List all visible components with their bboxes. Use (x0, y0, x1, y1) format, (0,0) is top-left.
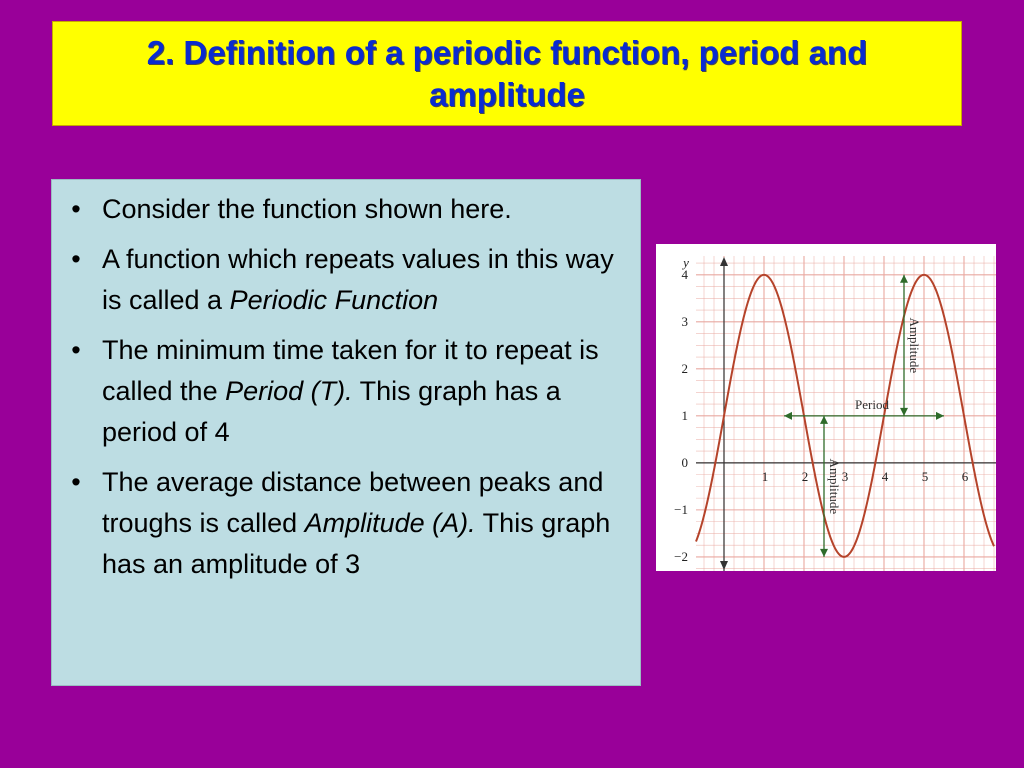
bullet-text-tail: This graph has an amplitude of 3 (102, 508, 611, 579)
bullet-amplitude (66, 462, 636, 585)
bullet-text-tail: This graph has a period of 4 (102, 376, 561, 447)
bullet-text: A function which repeats values in this way is called a (102, 244, 614, 315)
bullet-dot-icon: • (71, 244, 81, 274)
slide-title-line-2: amplitude (429, 75, 585, 113)
bullet-text: Consider the function shown here. (102, 194, 512, 224)
period-label: Period (855, 396, 889, 412)
x-tick-label: 2 (801, 468, 809, 484)
amplitude-lower-arrow-up-icon (820, 416, 828, 424)
period-arrow-right-icon (936, 412, 944, 420)
slide-title-line-1: 2. Definition of a periodic function, period and (146, 33, 868, 71)
bullet-consider-function (66, 189, 636, 230)
bullet-dot-icon: • (71, 467, 81, 497)
x-tick-label: 5 (921, 468, 929, 484)
amplitude-lower-label: Amplitude (827, 458, 842, 515)
y-tick-label: 2 (681, 360, 688, 376)
periodic-function-chart (656, 244, 996, 571)
x-tick-label: 6 (961, 468, 969, 484)
y-axis-arrow-icon (720, 257, 728, 266)
graph-panel (656, 244, 996, 571)
term-amplitude: Amplitude (A). (304, 508, 476, 538)
y-axis-label: y (683, 255, 689, 270)
term-periodic-function: Periodic Function (229, 285, 439, 315)
x-tick-label: 3 (841, 468, 849, 484)
amplitude-upper-arrow-down-icon (900, 408, 908, 416)
bullet-text: The minimum time taken for it to repeat is called the (102, 335, 599, 406)
slide-title-box (52, 21, 962, 126)
y-tick-label: 4 (681, 266, 688, 282)
y-tick-label: 0 (681, 454, 688, 470)
y-tick-label: −1 (674, 501, 688, 517)
bullet-list (66, 189, 636, 594)
amplitude-upper-arrow-up-icon (900, 275, 908, 283)
amplitude-lower-arrow-down-icon (820, 549, 828, 557)
bullet-periodic-function (66, 239, 636, 321)
bullet-text: The average distance between peaks and troughs is called (102, 467, 604, 538)
amplitude-upper-label: Amplitude (907, 317, 922, 374)
bullet-period (66, 330, 636, 453)
x-tick-label: 1 (761, 468, 769, 484)
term-period: Period (T). (225, 376, 353, 406)
bullet-dot-icon: • (71, 335, 81, 365)
period-arrow-left-icon (784, 412, 792, 420)
x-tick-label: 4 (881, 468, 889, 484)
y-tick-label: 1 (681, 407, 688, 423)
y-tick-label: 3 (681, 313, 688, 329)
bullet-list-panel (51, 179, 641, 686)
y-tick-label: −2 (674, 548, 688, 564)
bullet-dot-icon: • (71, 194, 81, 224)
